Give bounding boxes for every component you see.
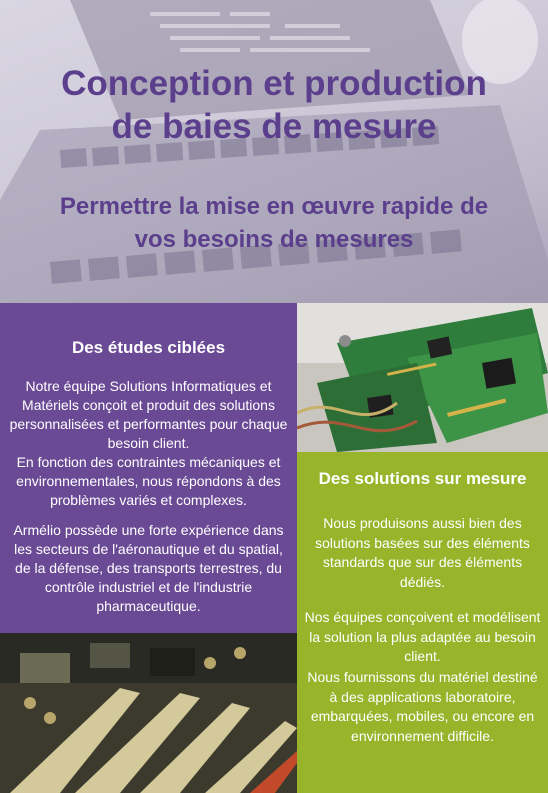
page-subtitle-line1: Permettre la mise en œuvre rapide de	[59, 193, 489, 220]
solutions-heading: Des solutions sur mesure	[318, 469, 527, 488]
hero-banner	[0, 0, 548, 303]
solutions-paragraph-2: Nos équipes conçoivent et modélisent la solution la plus adaptée au besoin client.	[304, 609, 541, 664]
page-subtitle	[0, 190, 548, 256]
etudes-section	[0, 303, 297, 633]
etudes-paragraph-3: Armélio possède une forte expérience dans les secteurs de l'aéronautique et du spatial, de la défense, des transports terrestres, du contrôle industriel et de l'industrie pharmaceutique.	[13, 522, 284, 614]
circuit-boards-photo	[297, 303, 548, 452]
page-title	[0, 62, 548, 148]
solutions-paragraph-1: Nous produisons aussi bien des solutions basées sur des éléments standards que sur des éléments dédiés.	[315, 515, 530, 590]
page-title-line2: de baies de mesure	[111, 107, 437, 146]
circuit-boards-illustration	[297, 303, 548, 452]
motherboard-photo	[0, 633, 297, 793]
solutions-section	[297, 452, 548, 793]
motherboard-illustration	[0, 633, 297, 793]
page-subtitle-line2: vos besoins de mesures	[134, 226, 414, 253]
etudes-paragraph-2: En fonction des contraintes mécaniques et environnementales, nous répondons à des problèmes variés et complexes.	[16, 454, 281, 508]
page-title-line1: Conception et production	[61, 64, 487, 103]
etudes-heading: Des études ciblées	[71, 338, 226, 357]
laptop-keyboard-photo	[0, 0, 548, 303]
etudes-paragraph-1: Notre équipe Solutions Informatiques et Matériels conçoit et produit des solutions personnalisées et performantes pour chaque besoin client.	[9, 378, 288, 451]
solutions-paragraph-3: Nous fournissons du matériel destiné à des applications laboratoire, embarquées, mobiles, ou encore en environnement difficile.	[307, 669, 538, 744]
